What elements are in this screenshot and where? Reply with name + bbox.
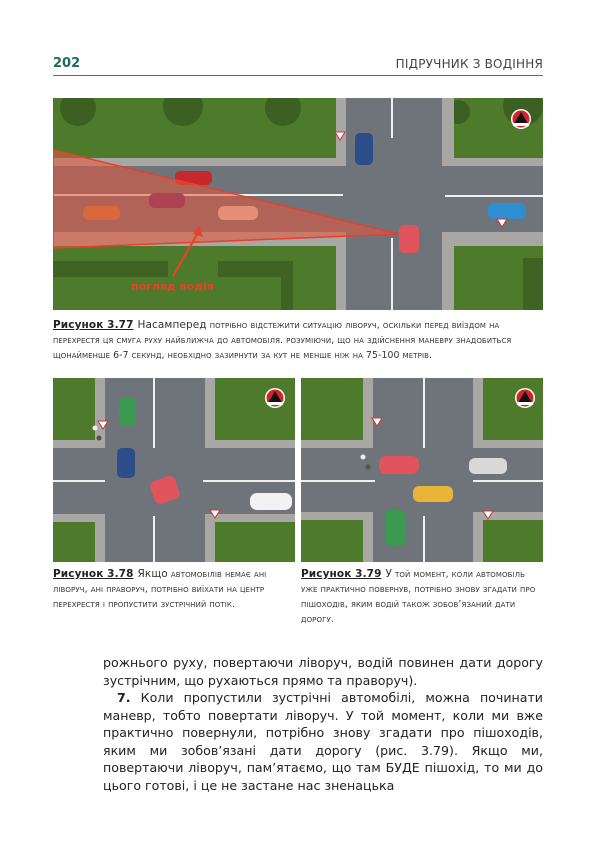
- car-white: [250, 493, 292, 510]
- caption-lead: Якщо: [137, 568, 168, 580]
- figure-label: Рисунок 3.78: [53, 568, 134, 580]
- road-vertical: [346, 98, 442, 310]
- figure-3-77-caption: [53, 318, 543, 363]
- car-blue: [117, 448, 135, 478]
- caption-text: той момент, коли автомобіль уже практично повернув, потрібно знову згадати про пішоходів, яким водій також зобов’язаний дати дорогу.: [301, 569, 536, 625]
- figure-3-78-image: [53, 378, 295, 562]
- paragraph-text: Коли пропустили зустрічні автомобілі, можна починати маневр, тобто повертати ліворуч. У той момент, коли ми вже практично повернули, потрібно знову згадати про пішоходів, яким ми зобов’язані дати дорогу (рис. 3.79). Якщо ми, повертаючи ліворуч, пам’ятаємо, що там БУДЕ пішохід, то ми до цього готові, і це не застане нас зненацька: [103, 690, 543, 793]
- car-blue: [355, 133, 373, 165]
- figure-label: Рисунок 3.79: [301, 568, 382, 580]
- caption-lead: Насамперед: [137, 319, 207, 331]
- school-logo: [511, 109, 531, 129]
- figure-3-79-caption: [301, 567, 543, 627]
- caption-text: потрібно відстежити ситуацію ліворуч, оскільки перед виїздом на перехрестя ця смуга руху найближча до автомобіля. розуміючи, що на здійснення маневру знадобиться щонайменше 6-7 секунд, необхідно зазирнути за кут не менше ніж на 75-100 метрів.: [53, 320, 512, 361]
- hedge: [53, 261, 168, 277]
- book-title: ПІДРУЧНИК З ВОДІННЯ: [395, 57, 543, 71]
- figure-3-79-image: [301, 378, 543, 562]
- figure-label: Рисунок 3.77: [53, 319, 134, 331]
- pedestrian: [361, 455, 366, 460]
- figure-3-77-image: [53, 98, 543, 310]
- car-silver: [469, 458, 507, 474]
- paragraph: [103, 689, 543, 794]
- caption-text: автомобілів немає ані ліворуч, ані праворуч, потрібно виїхати на центр перехрестя і пропустити зустрічний потік.: [53, 569, 267, 610]
- car-light-blue: [488, 203, 526, 219]
- car-green: [119, 398, 136, 426]
- driver-view-label: погляд водія: [131, 280, 214, 293]
- pedestrian: [366, 465, 371, 470]
- pedestrian: [93, 426, 98, 431]
- item-number: 7.: [117, 690, 131, 705]
- pedestrian: [97, 436, 102, 441]
- figure-3-78-caption: [53, 567, 295, 612]
- page-number: 202: [53, 56, 81, 71]
- car-driver: [399, 225, 419, 253]
- paragraph: рожнього руху, повертаючи ліворуч, водій повинен дати дорогу зустрічним, що рухаються прямо та праворуч).: [103, 655, 543, 688]
- school-logo: [265, 388, 285, 408]
- car-driver: [379, 456, 419, 474]
- body-text: [103, 654, 543, 794]
- page-header: [53, 55, 543, 76]
- caption-lead: У: [385, 568, 392, 580]
- car-yellow: [413, 486, 453, 502]
- car-green: [385, 510, 405, 546]
- school-logo: [515, 388, 535, 408]
